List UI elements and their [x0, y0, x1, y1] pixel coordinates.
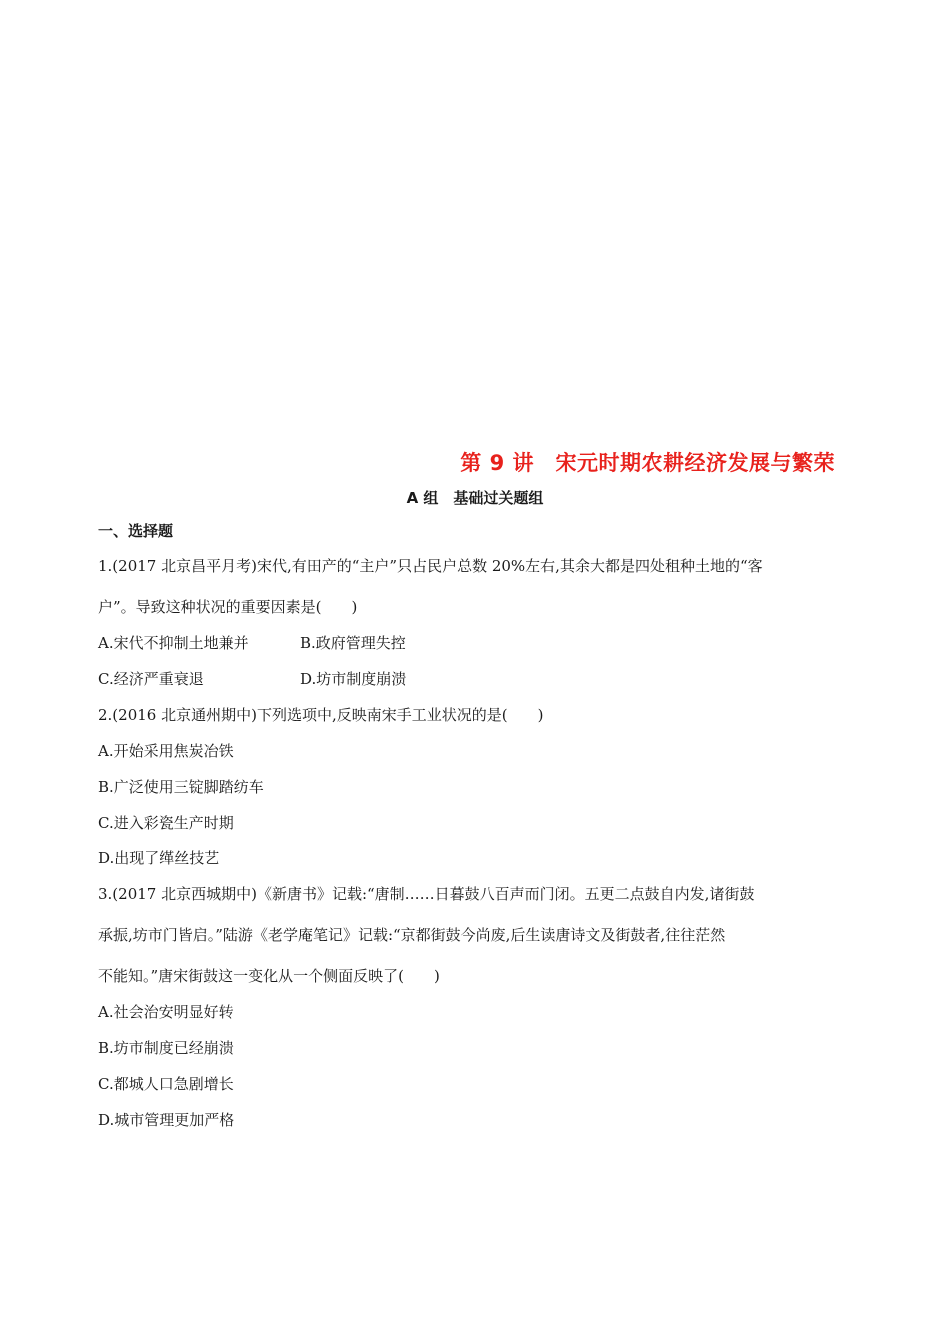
question-3-stem-line-3: 不能知。”唐宋街鼓这一变化从一个侧面反映了( ) — [98, 967, 440, 985]
question-1-stem-line-1: 1.(2017 北京昌平月考)宋代,有田产的“主户”只占民户总数 20%左右,其余大都是四处租种土地的“客 — [98, 557, 763, 575]
question-1-option-a: A.宋代不抑制土地兼并 — [98, 634, 249, 652]
group-title: A 组 基础过关题组 — [406, 489, 544, 507]
question-3-option-a: A.社会治安明显好转 — [98, 1003, 234, 1021]
question-1-option-c: C.经济严重衰退 — [98, 670, 204, 688]
section-title: 一、选择题 — [98, 522, 174, 540]
question-3-option-b: B.坊市制度已经崩溃 — [98, 1039, 234, 1057]
question-2-option-d: D.出现了缂丝技艺 — [98, 849, 220, 867]
question-2-option-c: C.进入彩瓷生产时期 — [98, 814, 234, 832]
question-3-option-c: C.都城人口急剧增长 — [98, 1075, 234, 1093]
question-3-stem-line-1: 3.(2017 北京西城期中)《新唐书》记载:“唐制……日暮鼓八百声而门闭。五更二点鼓自内发,诸街鼓 — [98, 885, 755, 903]
question-2-option-a: A.开始采用焦炭冶铁 — [98, 742, 234, 760]
question-1-stem-line-2: 户”。导致这种状况的重要因素是( ) — [98, 598, 358, 616]
question-3-stem-line-2: 承振,坊市门皆启。”陆游《老学庵笔记》记载:“京都街鼓今尚废,后生读唐诗文及街鼓者,往往茫然 — [98, 926, 726, 944]
page-title: 第 9 讲 宋元时期农耕经济发展与繁荣 — [460, 451, 835, 475]
question-2-option-b: B.广泛使用三锭脚踏纺车 — [98, 778, 264, 796]
question-3-option-d: D.城市管理更加严格 — [98, 1111, 235, 1129]
question-1-option-d: D.坊市制度崩溃 — [300, 670, 407, 688]
question-1-option-b: B.政府管理失控 — [300, 634, 406, 652]
question-2-stem-line-1: 2.(2016 北京通州期中)下列选项中,反映南宋手工业状况的是( ) — [98, 706, 544, 724]
